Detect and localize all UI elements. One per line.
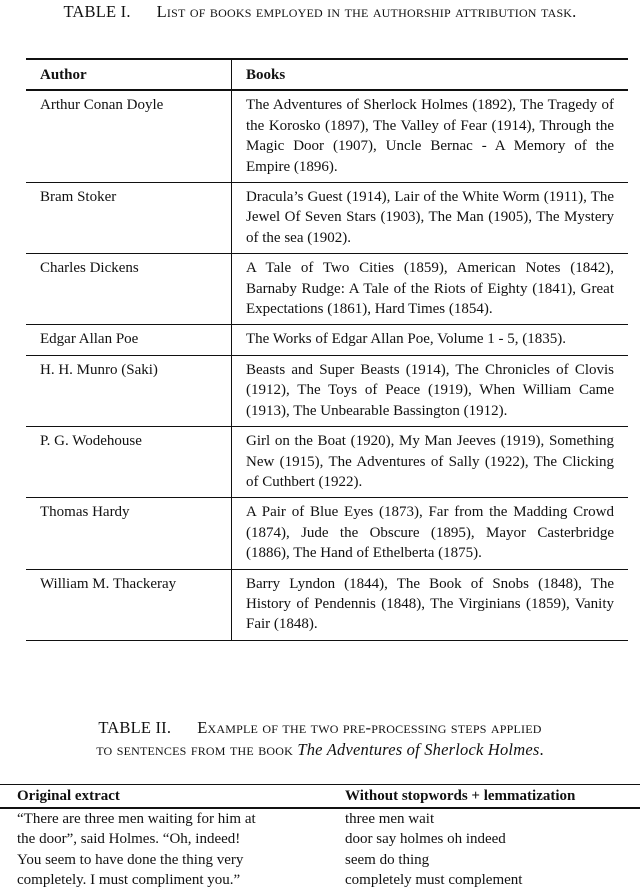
processed-cell: three men wait [345,810,435,827]
table-row [26,355,628,426]
header-original-extract: Original extract [0,785,345,808]
books-cell: Beasts and Super Beasts (1914), The Chronicles of Clovis (1912), The Toys of Peace (1919), When William Came (1913), The Unbearable Bassington (1912). [232,355,629,426]
table-row [0,870,640,891]
table-row [0,829,640,850]
table2-caption-line1: Example of the two pre-processing steps applied [197,718,542,737]
table-row [26,427,628,498]
header-author: Author [26,59,232,90]
processed-cell: door say holmes oh indeed [345,831,506,847]
table1-caption [0,1,640,23]
table-row [0,850,640,871]
author-cell: H. H. Munro (Saki) [26,355,232,426]
books-cell: Girl on the Boat (1920), My Man Jeeves (1919), Something New (1915), The Adventures of Sally (1922), The Clicking of Cuthbert (1922). [232,427,629,498]
original-cell: the door”, said Holmes. “Oh, indeed! [17,831,241,847]
processed-cell: completely must complement [345,872,523,888]
original-cell: You seem to have done the thing very [17,851,244,868]
original-cell: completely. I must compliment you.” [17,872,241,888]
books-cell: Dracula’s Guest (1914), Lair of the White Worm (1911), The Jewel Of Seven Stars (1903), The Man (1905), The Mystery of the sea (1902). [232,183,629,254]
author-cell: Arthur Conan Doyle [26,90,232,182]
books-cell: Barry Lyndon (1844), The Book of Snobs (1848), The History of Pendennis (1848), The Virginians (1859), Vanity Fair (1848). [232,569,629,640]
table2-caption-book-title: The Adventures of Sherlock Holmes [297,740,540,759]
books-cell: The Adventures of Sherlock Holmes (1892), The Tragedy of the Korosko (1897), The Valley of Fear (1914), Through the Magic Door (1907), Uncle Bernac - A Memory of the Empire (1896). [232,90,629,182]
preprocessing-example-table [0,784,640,891]
table2-caption-period: . [539,740,544,759]
table-row [26,183,628,254]
table-row [26,569,628,640]
author-cell: Charles Dickens [26,254,232,325]
table-row [26,325,628,355]
books-cell: A Pair of Blue Eyes (1873), Far from the Madding Crowd (1874), Jude the Obscure (1895), Mayor Casterbridge (1886), The Hand of Ethelberta (1875). [232,498,629,569]
table2-caption-line2: to sentences from the book [96,740,294,759]
table-row [26,254,628,325]
author-cell: Bram Stoker [26,183,232,254]
books-cell: A Tale of Two Cities (1859), American Notes (1842), Barnaby Rudge: A Tale of the Riots of Eighty (1841), Great Expectations (1861), Hard Times (1854). [232,254,629,325]
books-cell: The Works of Edgar Allan Poe, Volume 1 - 5, (1835). [232,325,629,355]
header-books: Books [232,59,629,90]
table1-caption-text: List of books employed in the authorship attribution task. [156,2,577,21]
author-cell: P. G. Wodehouse [26,427,232,498]
table1-caption-label: TABLE I. [63,2,131,21]
processed-cell: seem do thing [345,851,430,868]
author-cell: William M. Thackeray [26,569,232,640]
table2-caption-label: TABLE II. [98,718,172,737]
table-header-row [0,785,640,808]
authors-books-table [26,58,628,641]
table2-caption [0,717,640,761]
table-row [26,90,628,182]
table-header-row [26,59,628,90]
header-processed: Without stopwords + lemmatization [345,785,640,808]
author-cell: Thomas Hardy [26,498,232,569]
author-cell: Edgar Allan Poe [26,325,232,355]
table-row [0,808,640,830]
original-cell: “There are three men waiting for him at [17,810,256,827]
table-row [26,498,628,569]
